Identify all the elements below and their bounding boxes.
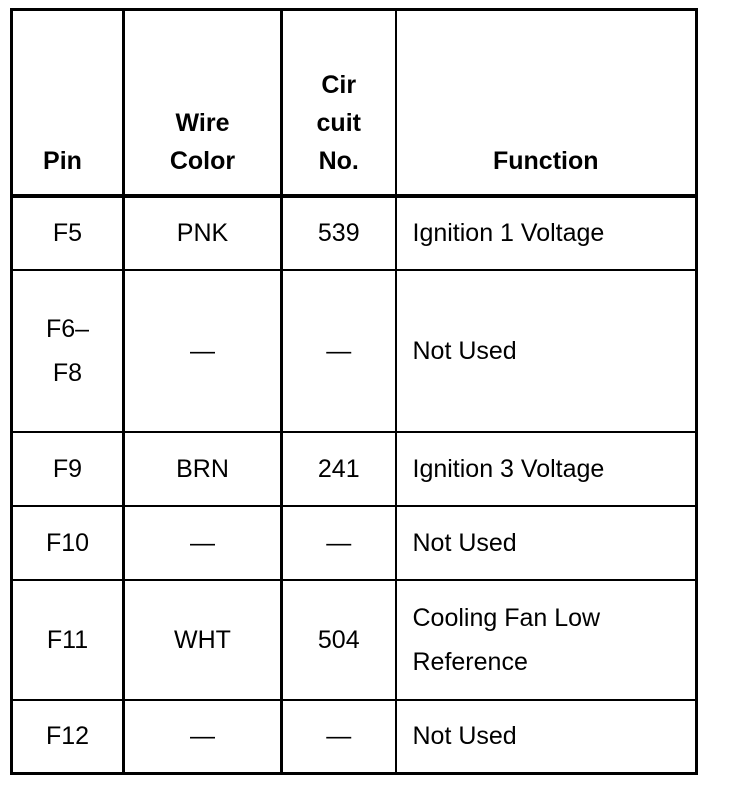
pin-text: F8 [52, 358, 83, 387]
wire-color-cell: PNK [124, 196, 282, 270]
wire-color-cell: — [124, 506, 282, 580]
header-wire-color [124, 10, 282, 196]
function-text: Cooling Fan Low [412, 603, 601, 632]
table-row [12, 196, 697, 270]
function-cell [396, 700, 697, 774]
circuit-number-cell: — [282, 506, 396, 580]
pin-cell [12, 432, 124, 506]
circuit-number-cell: — [282, 700, 396, 774]
function-cell [396, 432, 697, 506]
circuit-number-cell: 504 [282, 580, 396, 700]
function-text: Reference [412, 647, 528, 676]
pin-cell [12, 270, 124, 432]
function-text: Ignition 3 Voltage [412, 454, 605, 483]
pin-text: F12 [45, 722, 90, 751]
connector-pin-table [10, 8, 698, 775]
table-row [12, 506, 697, 580]
wire-color-cell: — [124, 700, 282, 774]
wire-color-cell: WHT [124, 580, 282, 700]
function-cell [396, 270, 697, 432]
pin-text: F10 [45, 528, 90, 557]
table-header-row [12, 10, 697, 196]
header-pin-label: Pin [43, 146, 82, 175]
function-text: Not Used [412, 528, 517, 557]
function-cell [396, 580, 697, 700]
table-row [12, 700, 697, 774]
circuit-number-cell: 241 [282, 432, 396, 506]
pin-text: F6– [45, 314, 90, 343]
header-function [396, 10, 697, 196]
pin-cell [12, 580, 124, 700]
pin-cell [12, 700, 124, 774]
wire-color-cell: — [124, 270, 282, 432]
header-circuit-line: Cir [321, 70, 357, 99]
pin-text: F5 [52, 219, 83, 247]
function-cell [396, 196, 697, 270]
table-row [12, 580, 697, 700]
header-circuit-line: cuit [316, 108, 361, 137]
function-text: Ignition 1 Voltage [412, 219, 605, 247]
header-circuit-number [282, 10, 396, 196]
header-wire-color-line: Color [169, 146, 236, 175]
header-circuit-line: No. [318, 146, 359, 175]
pin-text: F9 [52, 454, 83, 483]
header-pin [12, 10, 124, 196]
circuit-number-cell: 539 [282, 196, 396, 270]
wire-color-cell: BRN [124, 432, 282, 506]
table-row [12, 432, 697, 506]
header-wire-color-line: Wire [175, 108, 230, 137]
circuit-number-cell: — [282, 270, 396, 432]
pin-cell [12, 196, 124, 270]
function-text: Not Used [412, 722, 517, 751]
pin-text: F11 [46, 625, 89, 654]
function-cell [396, 506, 697, 580]
table-row [12, 270, 697, 432]
function-text: Not Used [412, 336, 517, 365]
pin-cell [12, 506, 124, 580]
header-function-label: Function [492, 146, 599, 175]
